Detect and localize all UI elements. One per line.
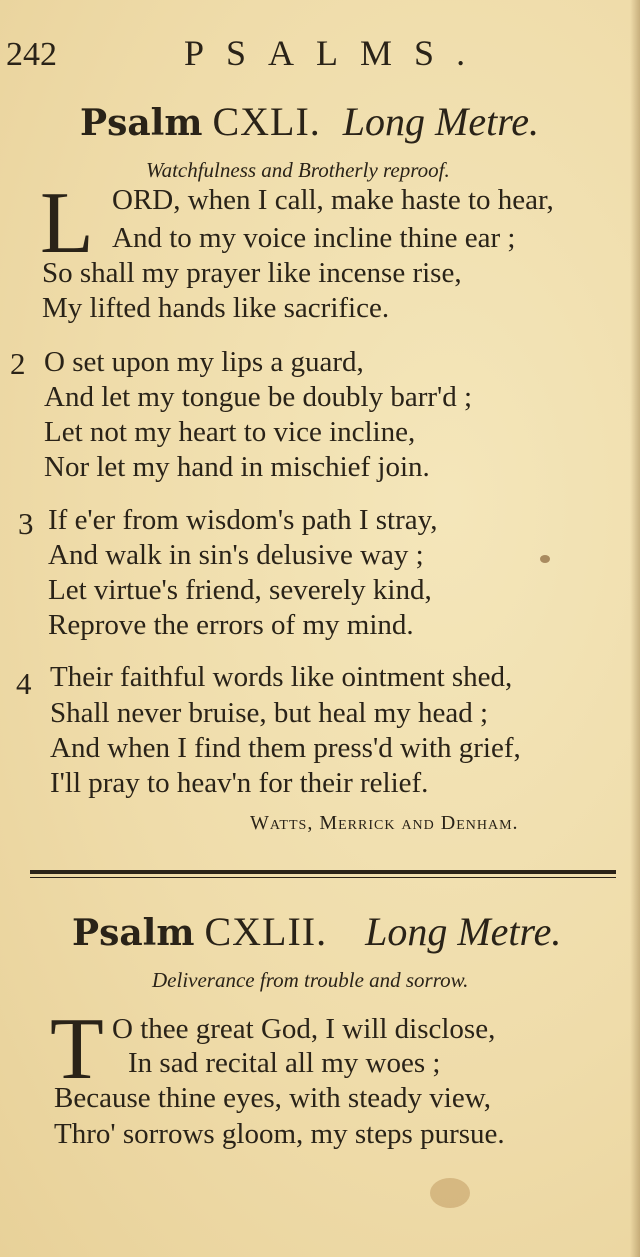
psalm-141-title: [80, 98, 539, 145]
psalm-142-metre: Long Metre.: [365, 909, 562, 954]
verse-line: So shall my prayer like incense rise,: [42, 257, 462, 289]
verse-line: Thro' sorrows gloom, my steps pursue.: [54, 1118, 505, 1150]
verse-line: If e'er from wisdom's path I stray,: [48, 504, 438, 536]
stanza-number: 2: [10, 346, 26, 381]
section-rule-thick: [30, 870, 616, 874]
verse-line: O thee great God, I will disclose,: [112, 1013, 496, 1045]
running-head: PSALMS.: [184, 33, 488, 73]
verse-line: Because thine eyes, with steady view,: [54, 1082, 492, 1114]
verse-line: And let my tongue be doubly barr'd ;: [44, 381, 473, 413]
verse-line: Shall never bruise, but heal my head ;: [50, 697, 489, 729]
verse-line: Let virtue's friend, severely kind,: [48, 574, 432, 606]
psalm-141-number: CXLI.: [212, 99, 321, 144]
verse-line: Their faithful words like ointment shed,: [50, 661, 513, 693]
stanza-number: 4: [16, 666, 32, 701]
page-edge-shadow: [630, 0, 640, 1257]
verse-line: Nor let my hand in mischief join.: [44, 451, 430, 483]
section-rule-thin: [30, 877, 616, 878]
foxing-spot: [430, 1178, 470, 1208]
verse-line: I'll pray to heav'n for their relief.: [50, 767, 429, 799]
psalm-141-attribution: Watts, Merrick and Denham.: [250, 812, 519, 834]
page-number: 242: [6, 36, 57, 73]
psalm-141-subtitle: Watchfulness and Brotherly reproof.: [146, 158, 450, 182]
psalm-141-metre: Long Metre.: [342, 99, 540, 144]
psalm-142-subtitle: Deliverance from trouble and sorrow.: [152, 968, 469, 992]
verse-line: ORD, when I call, make haste to hear,: [112, 184, 554, 216]
psalm-142-dropcap: T: [50, 1001, 104, 1098]
verse-line: Reprove the errors of my mind.: [48, 609, 414, 641]
verse-line: Let not my heart to vice incline,: [44, 416, 416, 448]
psalm-141-dropcap: L: [40, 175, 94, 272]
verse-line: My lifted hands like sacrifice.: [42, 292, 390, 324]
psalm-142-number: CXLII.: [204, 909, 328, 954]
verse-line: In sad recital all my woes ;: [128, 1047, 441, 1079]
verse-line: O set upon my lips a guard,: [44, 346, 364, 378]
foxing-spot: [540, 555, 550, 563]
psalm-142-blackletter: Psalm: [72, 912, 195, 954]
verse-line: And to my voice incline thine ear ;: [112, 222, 516, 254]
stanza-number: 3: [18, 506, 34, 541]
psalm-142-title: [72, 908, 561, 955]
verse-line: And when I find them press'd with grief,: [50, 732, 521, 764]
verse-line: And walk in sin's delusive way ;: [48, 539, 424, 571]
psalm-141-blackletter: Psalm: [80, 102, 203, 144]
